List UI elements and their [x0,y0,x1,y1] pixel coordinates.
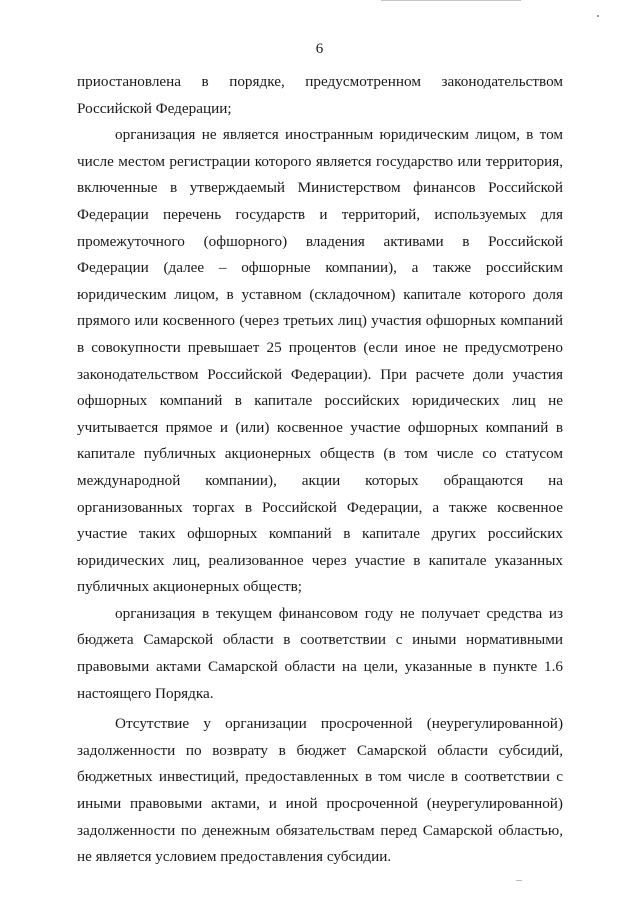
page-number: 6 [315,41,324,57]
paragraph-offshore-condition: организация не является иностранным юридическим лицом, в том числе местом регистрации которого является государство или территория, включенные в утверждаемый Министерством финансов Российской Федерации перечень государств и территорий, используемых для промежуточного (офшорного) владения активами в Российской Федерации (далее – офшорные компании), а также российским юридическим лицом, в уставном (складочном) капитале которого доля прямого или косвенного (через третьих лиц) участия офшорных компаний в совокупности превышает 25 процентов (если иное не предусмотрено законодательством Российской Федерации). При расчете доли участия офшорных компаний в капитале российских юридических лиц не учитывается прямое и (или) косвенное участие офшорных компаний в капитале публичных акционерных обществ (в том числе со статусом международной компании), акции которых обращаются на организованных торгах в Российской Федерации, а также косвенное участие таких офшорных компаний в капитале других российских юридических лиц, реализованное через участие в капитале указанных публичных акционерных обществ; [77,126,563,596]
paragraph-debt-condition: Отсутствие у организации просроченной (неурегулированной) задолженности по возврату в бюджет Самарской области субсидий, бюджетных инвестиций, предоставленных в том числе в соответствии с иными правовыми актами, и иной просроченной (неурегулированной) задолженности по денежным обязательствам перед Самарской областью, не является условием предоставления субсидии. [77,715,563,866]
paragraph-continuation: приостановлена в порядке, предусмотренном законодательством Российской Федерации; [77,73,563,117]
document-body [77,69,563,871]
scan-artifact-top [381,0,521,1]
scan-artifact-bottom [516,880,522,881]
scan-artifact-corner [597,15,599,17]
paragraph-budget-condition: организация в текущем финансовом году не получает средства из бюджета Самарской области в соответствии с иными нормативными правовыми актами Самарской области на цели, указанные в пункте 1.6 настоящего Порядка. [77,604,563,702]
